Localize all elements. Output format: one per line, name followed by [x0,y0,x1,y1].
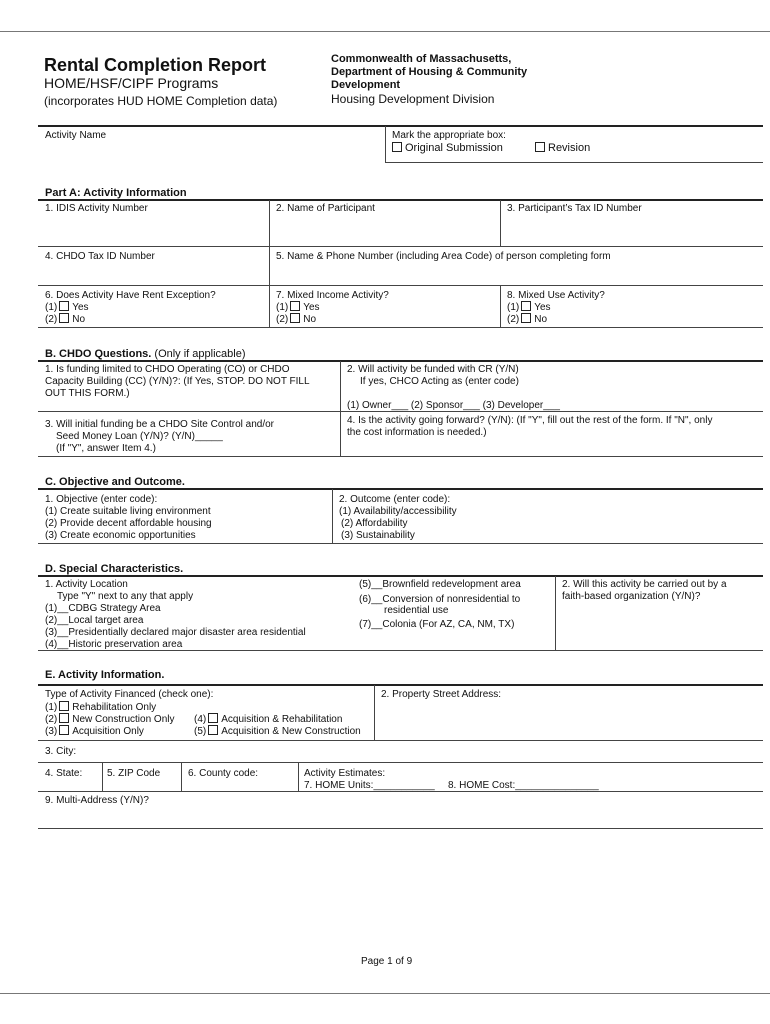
location-line: (6)__Conversion of nonresidential to [359,594,521,605]
field-contact-name-phone: 5. Name & Phone Number (including Area Code) of person completing form [276,251,611,262]
chdo-q3-line2: Seed Money Loan (Y/N)? (Y/N)_____ [56,431,223,442]
objective-line: 1. Objective (enter code): [45,494,158,505]
part-a-rule [38,199,763,201]
part-a-heading: Part A: Activity Information [45,187,187,199]
type-acquisition-only[interactable] [45,725,144,738]
checkbox[interactable] [290,301,300,311]
checkbox[interactable] [59,301,69,311]
divider [500,286,501,328]
row-rule [38,327,763,328]
chdo-q3-line3: (If "Y", answer Item 4.) [56,443,156,454]
chdo-q1-line2: Capacity Building (CC) (Y/N)?: (If Yes, STOP. DO NOT FILL [45,376,310,387]
no-label: No [303,314,317,325]
original-submission-option[interactable] [390,142,503,154]
revision-label: Revision [548,142,591,154]
divider [385,126,386,163]
divider [332,489,333,544]
opt-num: (1) [507,302,520,313]
location-line: (7)__Colonia (For AZ, CA, NM, TX) [359,619,515,630]
location-line: Type "Y" next to any that apply [57,591,194,602]
part-c-rule [38,488,763,490]
revision-checkbox[interactable] [535,142,545,152]
part-b-title: B. CHDO Questions. [45,348,152,360]
rent-exception-no[interactable] [45,313,85,326]
revision-option[interactable] [533,142,590,154]
chdo-q2-line1: 2. Will activity be funded with CR (Y/N) [347,364,519,375]
agency-line-2: Department of Housing & Community [331,66,528,78]
home-units-label: 7. HOME Units:___________ [304,780,435,791]
part-b-note: (Only if applicable) [154,348,246,360]
divider [181,763,182,792]
field-idis-activity-number: 1. IDIS Activity Number [45,203,148,214]
divider [374,685,375,741]
home-cost-label: 8. HOME Cost:_______________ [448,780,599,791]
mixed-use-no[interactable] [507,313,547,326]
outcome-line: (1) Availability/accessibility [339,506,457,517]
option-label: Acquisition & New Construction [221,726,361,737]
part-d-rule [38,575,763,577]
top-border [0,31,770,32]
chdo-q4-line2: the cost information is needed.) [347,427,487,438]
part-e-rule [38,684,763,686]
chdo-q1-line1: 1. Is funding limited to CHDO Operating (CO) or CHDO [45,364,290,375]
multi-address-label: 9. Multi-Address (Y/N)? [45,795,149,806]
opt-num: (1) [276,302,289,313]
checkbox[interactable] [208,725,218,735]
objective-line: (3) Create economic opportunities [45,530,196,541]
row-rule [38,285,763,286]
location-line: (2)__Local target area [45,615,144,626]
opt-num: (3) [45,726,58,737]
row-rule [38,791,763,792]
top-bottom-rule [385,162,763,163]
part-d-heading: D. Special Characteristics. [45,563,184,575]
mark-box-label: Mark the appropriate box: [392,130,506,141]
city-label: 3. City: [45,746,77,757]
field-participant-tax-id: 3. Participant’s Tax ID Number [507,203,642,214]
row-rule [38,246,763,247]
form-title: Rental Completion Report [44,55,267,75]
q-mixed-income: 7. Mixed Income Activity? [276,290,389,301]
location-line: (4)__Historic preservation area [45,639,183,650]
part-c-heading: C. Objective and Outcome. [45,476,185,488]
agency-line-1: Commonwealth of Massachusetts, [331,53,512,65]
chdo-q4-line1: 4. Is the activity going forward? (Y/N): (If "Y", fill out the rest of the form. If "N", only [347,415,713,426]
outcome-line: (3) Sustainability [341,530,415,541]
option-label: Acquisition & Rehabilitation [221,714,343,725]
objective-line: (2) Provide decent affordable housing [45,518,212,529]
q-rent-exception: 6. Does Activity Have Rent Exception? [45,290,216,301]
checkbox[interactable] [59,725,69,735]
part-b-heading [45,348,246,360]
faith-based-line: faith-based organization (Y/N)? [562,591,701,602]
form-subtitle: HOME/HSF/CIPF Programs [44,75,219,91]
chdo-q1-line3: OUT THIS FORM.) [45,388,130,399]
opt-num: (2) [507,314,520,325]
yes-label: Yes [303,302,320,313]
page-number: Page 1 of 9 [361,956,413,967]
opt-num: (1) [45,302,58,313]
checkbox[interactable] [59,713,69,723]
chdo-q2-line3: (1) Owner___ (2) Sponsor___ (3) Developer___ [347,400,560,411]
agency-line-3: Development [331,79,401,91]
activity-name-label: Activity Name [45,130,107,141]
option-label: Rehabilitation Only [72,702,157,713]
divider [555,576,556,651]
no-label: No [534,314,548,325]
objective-line: (1) Create suitable living environment [45,506,211,517]
form-subnote: (incorporates HUD HOME Completion data) [44,94,278,108]
opt-num: (4) [194,714,207,725]
option-label: New Construction Only [72,714,175,725]
row-rule [38,543,763,544]
state-label: 4. State: [45,768,83,779]
row-rule [38,762,763,763]
checkbox[interactable] [521,313,531,323]
location-line: (5)__Brownfield redevelopment area [359,579,521,590]
divider [298,763,299,792]
chdo-q2-line2: If yes, CHCO Acting as (enter code) [360,376,519,387]
type-acq-new-construction[interactable] [194,725,361,738]
opt-num: (2) [276,314,289,325]
checkbox[interactable] [521,301,531,311]
part-e-heading: E. Activity Information. [45,669,165,681]
field-participant-name: 2. Name of Participant [276,203,375,214]
location-line: (1)__CDBG Strategy Area [45,603,161,614]
checkbox[interactable] [208,713,218,723]
yes-label: Yes [534,302,551,313]
mixed-income-no[interactable] [276,313,316,326]
yes-label: Yes [72,302,89,313]
outcome-line: (2) Affordability [341,518,408,529]
location-line: residential use [384,605,449,616]
opt-num: (2) [45,714,58,725]
zip-label: 5. ZIP Code [107,768,161,779]
divider [500,200,501,247]
checkbox[interactable] [59,313,69,323]
top-rule [38,125,763,127]
q-mixed-use: 8. Mixed Use Activity? [507,290,605,301]
opt-num: (2) [45,314,58,325]
division-name: Housing Development Division [331,92,495,106]
divider [102,763,103,792]
opt-num: (1) [45,702,58,713]
estimates-label: Activity Estimates: [304,768,386,779]
property-address-label: 2. Property Street Address: [381,689,502,700]
chdo-q3-line1: 3. Will initial funding be a CHDO Site Control and/or [45,419,274,430]
field-chdo-tax-id: 4. CHDO Tax ID Number [45,251,155,262]
location-line: (3)__Presidentially declared major disaster area residential [45,627,306,638]
row-rule [38,456,763,457]
row-rule [38,650,763,651]
divider [269,200,270,328]
checkbox[interactable] [290,313,300,323]
part-b-rule [38,360,763,362]
opt-num: (5) [194,726,207,737]
county-label: 6. County code: [188,768,259,779]
divider [340,361,341,457]
option-label: Acquisition Only [72,726,144,737]
location-line: 1. Activity Location [45,579,128,590]
row-rule [38,828,763,829]
no-label: No [72,314,86,325]
faith-based-line: 2. Will this activity be carried out by a [562,579,727,590]
activity-type-label: Type of Activity Financed (check one): [45,689,214,700]
original-submission-label: Original Submission [405,142,503,154]
outcome-line: 2. Outcome (enter code): [339,494,451,505]
bottom-border [0,993,770,994]
row-rule [38,740,763,741]
checkbox[interactable] [59,701,69,711]
row-rule [38,411,763,412]
original-submission-checkbox[interactable] [392,142,402,152]
